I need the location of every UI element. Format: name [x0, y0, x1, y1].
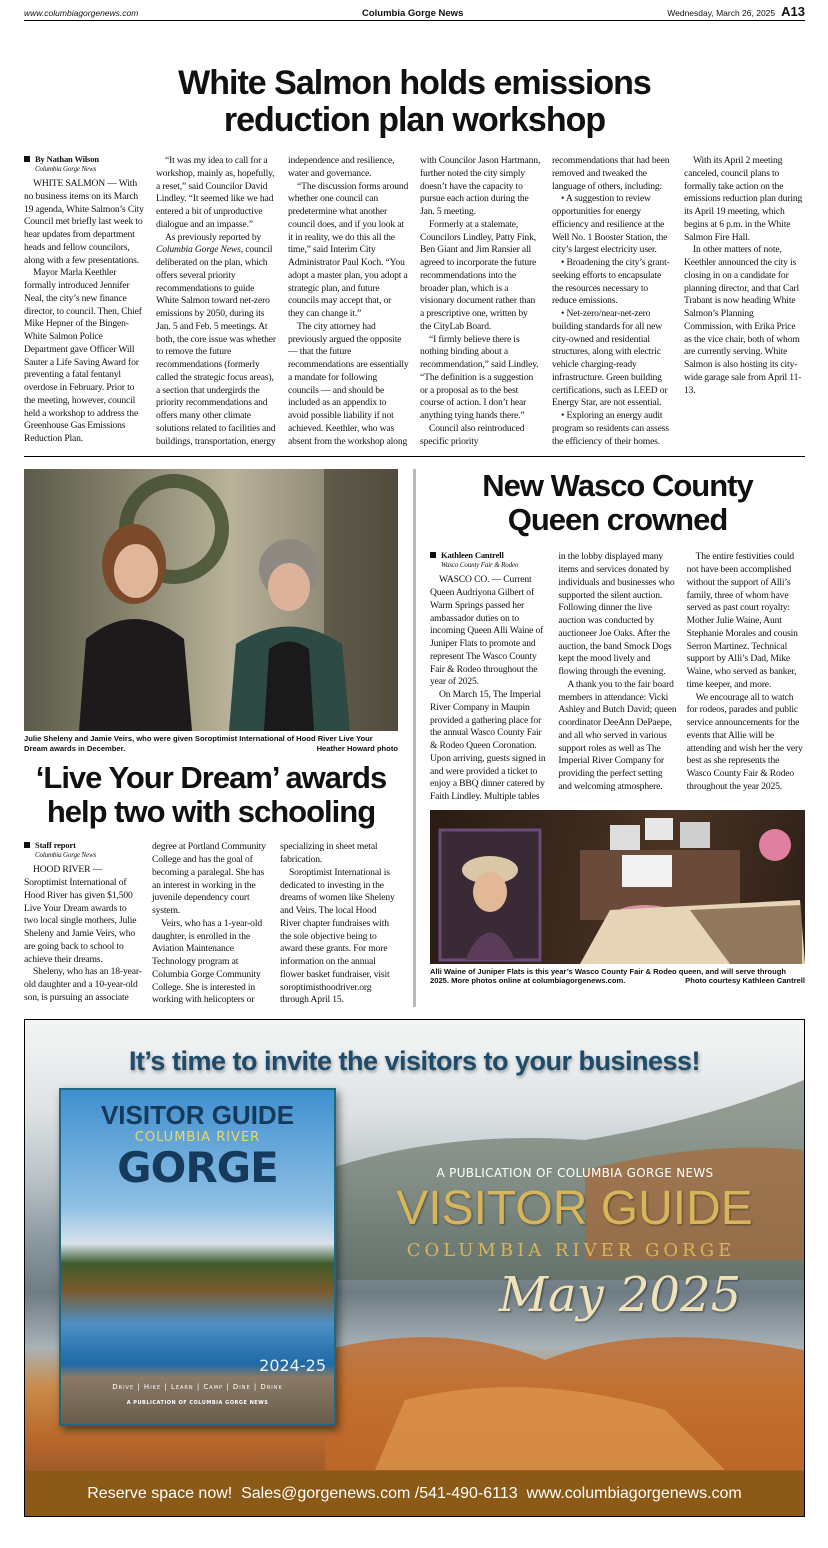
- headline-line: Queen crowned: [507, 502, 728, 538]
- site-url: www.columbiagorgenews.com: [24, 8, 139, 18]
- ad-edition: May 2025: [498, 1267, 742, 1323]
- headline-line: reduction plan workshop: [223, 101, 606, 139]
- cover-activities: Drive | Hike | Learn | Camp | Dine | Drink: [112, 1383, 283, 1391]
- ad-title: It’s time to invite the visitors to your business!: [128, 1046, 701, 1076]
- headline-line: White Salmon holds emissions: [178, 64, 651, 102]
- photo-rodeo-queen: [430, 810, 805, 964]
- cover-publisher: A PUBLICATION OF COLUMBIA GORGE NEWS: [126, 1400, 269, 1406]
- paragraph: “It was my idea to call for a workshop, mainly as, hopefully, a reset,” said Councilor David Lindley. “It seemed like we had entered a bit of unproductive dialogue and an impasse.”: [156, 155, 275, 230]
- issue-date: Wednesday, March 26, 2025: [667, 8, 776, 18]
- paragraph: “I firmly believe there is nothing binding about a recommendation,” said Lindley. “The definition is a suggestion or a proposal as to the best course of action. I don’t hear anything tying hands there.”: [420, 333, 539, 421]
- paragraph: • Exploring an energy audit program so residents can assess the efficiency of their homes.: [552, 410, 669, 447]
- paragraph: With its April 2 meeting canceled, council plans to formally take action on the emissions reduction plan during its April 19 meeting, which begins at 6 p.m. in the White Salmon Fire Hall.: [684, 155, 803, 243]
- photo-scene: [430, 810, 805, 964]
- photo-credit: Heather Howard photo: [316, 743, 398, 753]
- paragraph: “The discussion forms around whether one council can predetermine what another council does, and if you look at it in reality, we do this all the time,” said Interim City Administrator Paul Koch. “You adopt a master plan, you adopt a strategic plan, and future councils may accept that, or they can change it.”: [288, 180, 409, 319]
- photo-credit: Photo courtesy Kathleen Cantrell: [685, 976, 805, 986]
- paragraph: We encourage all to watch for rodeos, parades and public service announcements for the events that Allie will be attending and wish her the very best as she represents the Wasco County Fair & Rodeo throughout the year 2025.: [686, 691, 803, 792]
- paragraph: Formerly at a stalemate, Councilors Lindley, Patty Fink, Ben Giant and Jim Ransier all agreed to incorporate the future recommendations into the broader plan, which is a visionary document rather than a prescriptive one, written by the CityLab Board.: [420, 218, 537, 332]
- photo-scene: [24, 469, 398, 731]
- article2-body: [430, 551, 805, 804]
- paragraph: On March 15, The Imperial River Company in Maupin provided a gathering place for the annual Wasco County Fair & Rodeo Queen Coronation. Upon arriving, guests signed in and were provided a ticket to enjoy a BBQ dinner catered by Faith Lindley. Multiple tables in the lobby displayed many items and services donated by individuals and businesses who supported the silent auction. Following dinner the live auction was conducted by auctioneer Joe Oaks. After the auction, the band Smock Dogs kept the mood lively and flowing through the evening.: [430, 551, 675, 802]
- byline-affiliation: Columbia Gorge News: [35, 164, 97, 173]
- paragraph: Soroptimist International is dedicated to investing in the dreams of women like Sheleny and Veirs. The local Hood River chapter fundraises with the sole objective being to award these grants. For more information on the annual flower basket fundraiser, visit soroptimisthoodriver.org through April 15.: [280, 866, 395, 1006]
- running-header: [24, 4, 805, 20]
- photo-award-recipients: [24, 469, 398, 731]
- article2-paragraphs: [430, 551, 805, 804]
- column-divider: [413, 469, 416, 1007]
- paragraph: Council also reintroduced specific priority recommendations that had been removed and tweaked the language of others, including:: [420, 155, 670, 447]
- article3-headline: [24, 761, 398, 829]
- caption-text: Julie Sheleny and Jamie Veirs, who were given Soroptimist International of Hood River Live Your Dream awards in December.: [24, 734, 373, 753]
- paragraph: The entire festivities could not have been accomplished without the support of Alli’s family, three of whom have served as past court royalty: Mother Julie Waine, Aunt Stephanie Morales and cousin Serron Martinez. Technical support by Alli’s Dad, Mike Waine, who served as banker, time keeper, and more.: [686, 551, 798, 690]
- visitor-guide-cover: [59, 1088, 336, 1426]
- paragraph: A thank you to the fair board members in attendance: Vicki Ashley and Butch David; queen coordinator DeeAnn DePaepe, and all who served in various support roles as well as The Imperial River Company for providing the perfect setting and welcoming atmosphere.: [558, 678, 677, 792]
- cover-subtitle: COLUMBIA RIVER: [134, 1130, 261, 1145]
- header-rule: [24, 20, 805, 21]
- byline-author: Staff report: [24, 841, 142, 851]
- byline-author: By Nathan Wilson: [24, 155, 145, 165]
- paragraph: HOOD RIVER — Soroptimist International of Hood River has given $1,500 Live Your Dream awards to two local single mothers, Julie Sheleny and Jamie Veirs, who are going back to school to achieve their dreams.: [24, 864, 137, 965]
- paragraph-text: As previously reported by: [165, 231, 262, 243]
- caption-text: Alli Waine of Juniper Flats is this year’s Wasco County Fair & Rodeo queen, and will serve through 2025. More photos online at columbiagorgenews.com.: [430, 966, 786, 986]
- visitor-guide-ad[interactable]: [24, 1019, 805, 1517]
- paragraph: Mayor Marla Keethler formally introduced Jennifer Neal, the city’s new finance director, to council. Then, Chief Mike Hepner of the Bingen-White Salmon Police Department gave Officer Will Sauter a Life Saving Award for preventing a fatal fentanyl overdose in February. Prior to the meeting, however, council held a workshop to address the Greenhouse Gas Emissions Reduction Plan.: [24, 267, 142, 444]
- paragraph: WHITE SALMON — With no business items on its March 19 agenda, White Salmon’s City Council met briefly last week to hear updates from department heads and fellow councilors, along with a few presentations.: [24, 178, 144, 266]
- headline-line: help two with schooling: [46, 794, 376, 830]
- cover-year: 2024-25: [259, 1356, 326, 1375]
- cover-title: VISITOR GUIDE: [100, 1100, 295, 1130]
- photo2-caption: [430, 967, 805, 986]
- article3-paragraphs: [24, 841, 398, 1007]
- paragraph: • Net-zero/near-net-zero building standards for all new city-owned and residential structures, along with electric vehicle charging-ready infrastructure. Green building certifications, such as LEED or Energy Star, are not essential.: [552, 308, 668, 409]
- byline: [24, 155, 145, 174]
- paragraph: Sheleny, who has an 18-year-old daughter and a 10-year-old son, is pursuing an associate degree at Portland Community College and has the goal of becoming a paralegal. She has an interest in working in the juvenile dependency court system.: [24, 841, 266, 1003]
- paragraph: The city attorney had previously argued the opposite — that the future recommendations are essentially a mandate for following councils — and should be included as an appendix to avoid possible liability if not achieved. Keethler, who was absent from the workshop along with Councilor Jason Hartmann, further noted the city simply doesn’t have the capacity to pursue each action during the Jan. 5 meeting.: [288, 155, 541, 447]
- byline-author: Kathleen Cantrell: [430, 551, 548, 561]
- cover-gorge: GORGE: [117, 1143, 278, 1192]
- page-number: A13: [781, 4, 805, 19]
- article3-body: [24, 841, 398, 1007]
- paragraph: In other matters of note, Keethler announced the city is closing in on a candidate for planning director, and that Carl Trabant is now heading White Salmon’s Planning Commission, with Erika Price as the vice chair, both of whom are currently serving. White Salmon is also hosting its city-wide garage sale from April 11-13.: [684, 244, 802, 396]
- paragraph: • A suggestion to review opportunities for energy efficiency and resilience at the Well No. 1 Booster Station, the city’s largest electricity user.: [552, 193, 668, 256]
- paragraph-text: council deliberated on the plan, which offers several priority recommendations to guide White Salmon toward net-zero emissions by 2050, during its Jan. 5 and Feb. 5 meetings. At both, the core issue was whether to remove the future recommendations (formerly called the strategic focus areas), a section that undergirds the priority recommendations and offers many other climate solutions related to facilities and buildings, transportation, energy independence and resilience, water and governance.: [156, 155, 395, 447]
- byline-affiliation: Columbia Gorge News: [35, 850, 97, 859]
- ad-footer-contact[interactable]: Reserve space now! Sales@gorgenews.com /541-490-6113 www.columbiagorgenews.com: [25, 1471, 804, 1516]
- headline-line: New Wasco County: [482, 468, 753, 504]
- paragraph: WASCO CO. — Current Queen Audriyona Gilbert of Warm Springs passed her ambassador duties on to incoming Queen Alli Waine of Juniper Flats to promote and represent The Wasco County Fair & Rodeo throughout the year of 2025.: [430, 574, 544, 688]
- paper-name: Columbia Gorge News: [362, 8, 464, 19]
- headline-line: ‘Live Your Dream’ awards: [35, 760, 387, 796]
- article2-headline: [430, 469, 805, 537]
- photo1-caption: [24, 734, 398, 753]
- ad-publisher: A PUBLICATION OF COLUMBIA GORGE NEWS: [436, 1166, 714, 1180]
- section-rule: [24, 456, 805, 457]
- byline-affiliation: Wasco County Fair & Rodeo: [441, 560, 519, 569]
- publication-name: Columbia Gorge News,: [156, 244, 243, 256]
- article1-paragraphs: [24, 155, 805, 448]
- left-column: [24, 469, 398, 1007]
- byline: [430, 551, 548, 570]
- ad-subtitle: COLUMBIA RIVER GORGE: [406, 1240, 736, 1261]
- article1-body: [24, 155, 805, 448]
- byline: [24, 841, 142, 860]
- paragraph: • Broadening the city’s grant-seeking efforts to encapsulate the resources necessary to reduce emissions.: [552, 257, 670, 307]
- right-column: [430, 469, 805, 1007]
- paragraph: Veirs, who has a 1-year-old daughter, is enrolled in the Aviation Maintenance Technology program at Columbia Gorge Community College. She is interested in working with helicopters or specializing in sheet metal fabrication.: [152, 841, 378, 1006]
- ad-big-title: VISITOR GUIDE: [396, 1182, 753, 1235]
- lower-section: [24, 469, 805, 1007]
- article1-headline: [24, 65, 805, 139]
